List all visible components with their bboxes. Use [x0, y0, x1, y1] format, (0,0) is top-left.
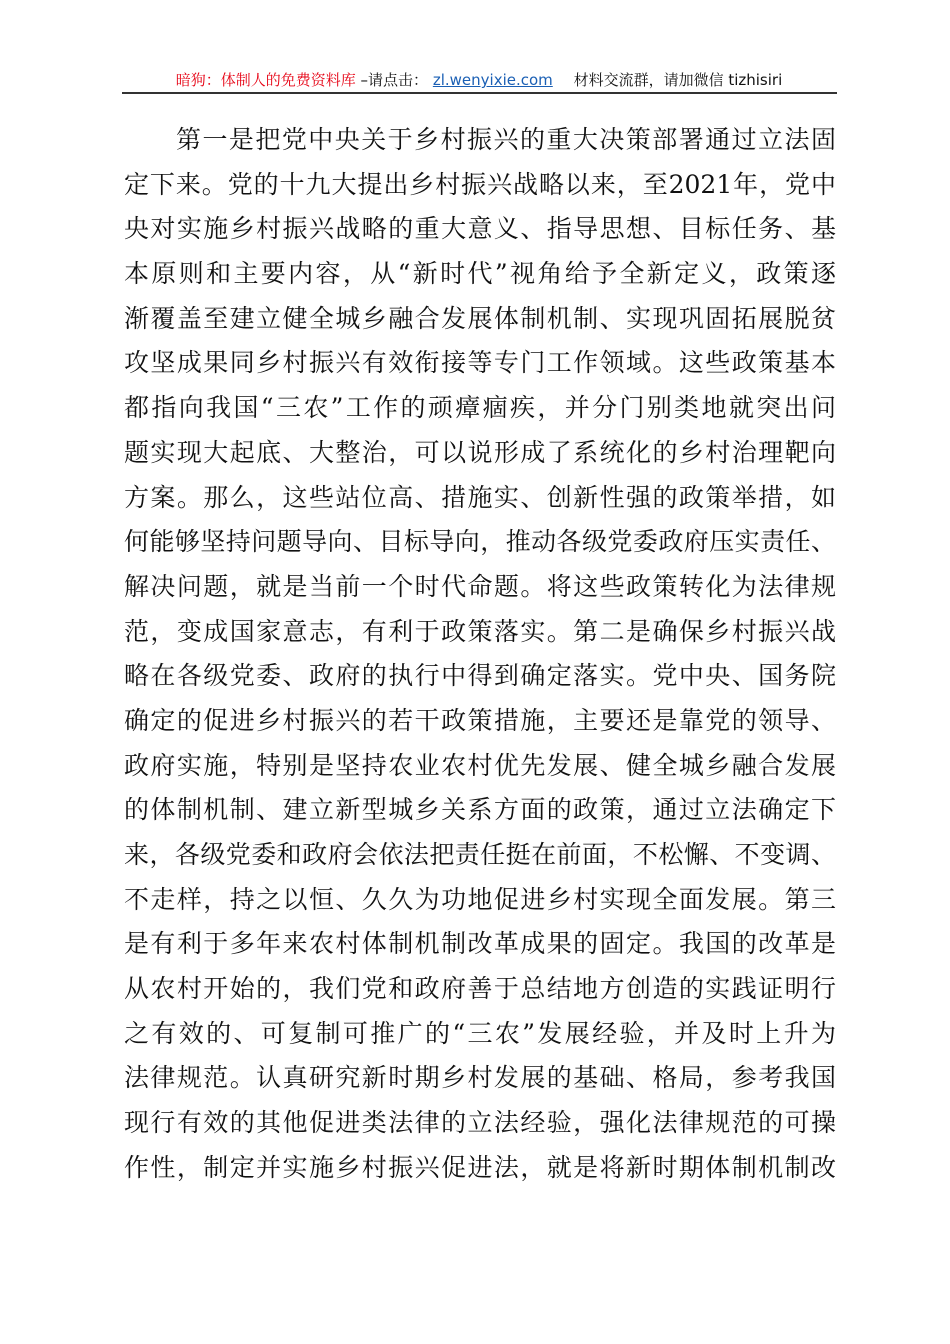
paragraph-line: 定下来。党的十九大提出乡村振兴战略以来，至2021年，党中 — [124, 169, 836, 199]
paragraph-line: 法律规范。认真研究新时期乡村发展的基础、格局，参考我国 — [124, 1063, 836, 1093]
paragraph-line: 政府实施，特别是坚持农业农村优先发展、健全城乡融合发展 — [124, 750, 836, 780]
paragraph-line: 从农村开始的，我们党和政府善于总结地方创造的实践证明行 — [124, 974, 836, 1004]
header-promo: 暗狗：体制人的免费资料库 — [175, 71, 356, 89]
paragraph-line: 范，变成国家意志，有利于政策落实。第二是确保乡村振兴战 — [124, 616, 836, 646]
header-click-prompt: –请点击： — [360, 71, 429, 89]
paragraph-line: 央对实施乡村振兴战略的重大意义、指导思想、目标任务、基 — [124, 214, 836, 244]
paragraph-line: 何能够坚持问题导向、目标导向，推动各级党委政府压实责任、 — [124, 527, 836, 557]
paragraph-line: 方案。那么，这些站位高、措施实、创新性强的政策举措，如 — [124, 482, 836, 512]
paragraph-line: 本原则和主要内容，从“新时代”视角给予全新定义，政策逐 — [124, 259, 836, 289]
paragraph-line: 现行有效的其他促进类法律的立法经验，强化法律规范的可操 — [124, 1108, 836, 1138]
paragraph-line: 解决问题，就是当前一个时代命题。将这些政策转化为法律规 — [124, 571, 836, 601]
paragraph-line: 作性，制定并实施乡村振兴促进法，就是将新时期体制机制改 — [124, 1152, 836, 1182]
header-divider — [122, 92, 837, 94]
paragraph-line: 略在各级党委、政府的执行中得到确定落实。党中央、国务院 — [124, 661, 836, 691]
header-group-info: 材料交流群，请加微信 tizhisiri — [573, 71, 783, 89]
paragraph-line: 之有效的、可复制可推广的“三农”发展经验，并及时上升为 — [124, 1018, 836, 1048]
paragraph-line: 不走样，持之以恒、久久为功地促进乡村实现全面发展。第三 — [124, 884, 836, 914]
paragraph-line: 确定的促进乡村振兴的若干政策措施，主要还是靠党的领导、 — [124, 705, 836, 735]
paragraph-line: 题实现大起底、大整治，可以说形成了系统化的乡村治理靶向 — [124, 437, 836, 467]
header-link[interactable]: zl.wenyixie.com — [432, 71, 553, 89]
paragraph-line: 来，各级党委和政府会依法把责任挺在前面，不松懈、不变调、 — [124, 840, 836, 869]
paragraph-line: 攻坚成果同乡村振兴有效衔接等专门工作领域。这些政策基本 — [124, 348, 836, 378]
document-body — [124, 118, 836, 1191]
paragraph-line: 都指向我国“三农”工作的顽瘴痼疾，并分门别类地就突出问 — [124, 393, 836, 423]
paragraph-line: 是有利于多年来农村体制机制改革成果的固定。我国的改革是 — [124, 929, 836, 959]
paragraph-line: 第一是把党中央关于乡村振兴的重大决策部署通过立法固 — [176, 125, 836, 154]
page-header — [122, 68, 836, 92]
paragraph-line: 渐覆盖至建立健全城乡融合发展体制机制、实现巩固拓展脱贫 — [124, 303, 836, 333]
paragraph-line: 的体制机制、建立新型城乡关系方面的政策，通过立法确定下 — [124, 795, 836, 825]
